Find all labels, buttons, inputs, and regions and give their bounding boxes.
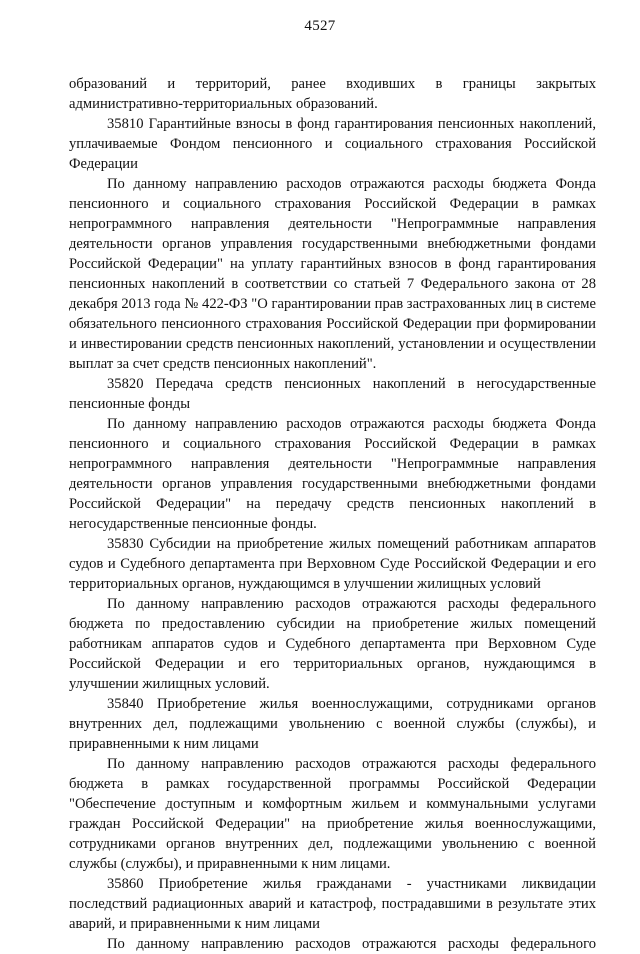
heading-35830: 35830 Субсидии на приобретение жилых помещений работникам аппаратов судов и Судебного департамента при Верховном Суде Российской Федерации и его территориальных органов, нуждающимся в улучшении жилищных условий [69, 536, 596, 592]
paragraph-35820-description: По данному направлению расходов отражаются расходы бюджета Фонда пенсионного и социального страхования Российской Федерации в рамках непрограммного направления деятельности "Непрограммные направления деятельности органов управления государственными внебюджетными фондами Российской Федерации" на передачу средств пенсионных накоплений в негосударственные пенсионные фонды. [69, 416, 596, 532]
paragraph-35830-description: По данному направлению расходов отражаются расходы федерального бюджета по предоставлению субсидии на приобретение жилых помещений работникам аппаратов судов и Судебного департамента при Верховном Суде Российской Федерации и его территориальных органов, нуждающимся в улучшении жилищных условий. [69, 596, 596, 692]
heading-35840: 35840 Приобретение жилья военнослужащими, сотрудниками органов внутренних дел, подлежащими увольнению с военной службы (службы), и приравненными к ним лицами [69, 696, 596, 752]
heading-35810: 35810 Гарантийные взносы в фонд гарантирования пенсионных накоплений, уплачиваемые Фондом пенсионного и социального страхования Российской Федерации [69, 116, 596, 172]
heading-35860: 35860 Приобретение жилья гражданами - участниками ликвидации последствий радиационных аварий и катастроф, пострадавшими в результате этих аварий, и приравненными к ним лицами [69, 876, 596, 932]
document-body [69, 74, 596, 954]
page-number: 4527 [304, 18, 336, 34]
paragraph-continuation: образований и территорий, ранее входивших в границы закрытых административно-территориальных образований. [69, 76, 596, 112]
heading-35820: 35820 Передача средств пенсионных накоплений в негосударственные пенсионные фонды [69, 376, 596, 412]
paragraph-35860-description: По данному направлению расходов отражаются расходы федерального [107, 936, 596, 952]
paragraph-35810-description: По данному направлению расходов отражаются расходы бюджета Фонда пенсионного и социального страхования Российской Федерации в рамках непрограммного направления деятельности "Непрограммные направления деятельности органов управления государственными внебюджетными фондами Российской Федерации" на уплату гарантийных взносов в фонд гарантирования пенсионных накоплений в соответствии со статьей 7 Федерального закона от 28 декабря 2013 года № 422-ФЗ "О гарантировании прав застрахованных лиц в системе обязательного пенсионного страхования Российской Федерации при формировании и инвестировании средств пенсионных накоплений, установлении и осуществлении выплат за счет средств пенсионных накоплений". [69, 176, 596, 372]
paragraph-35840-description: По данному направлению расходов отражаются расходы федерального бюджета в рамках государственной программы Российской Федерации "Обеспечение доступным и комфортным жильем и коммунальными услугами граждан Российской Федерации" на приобретение жилья военнослужащими, сотрудниками органов внутренних дел, подлежащими увольнению с военной службы (службы), и приравненными к ним лицами. [69, 756, 596, 872]
